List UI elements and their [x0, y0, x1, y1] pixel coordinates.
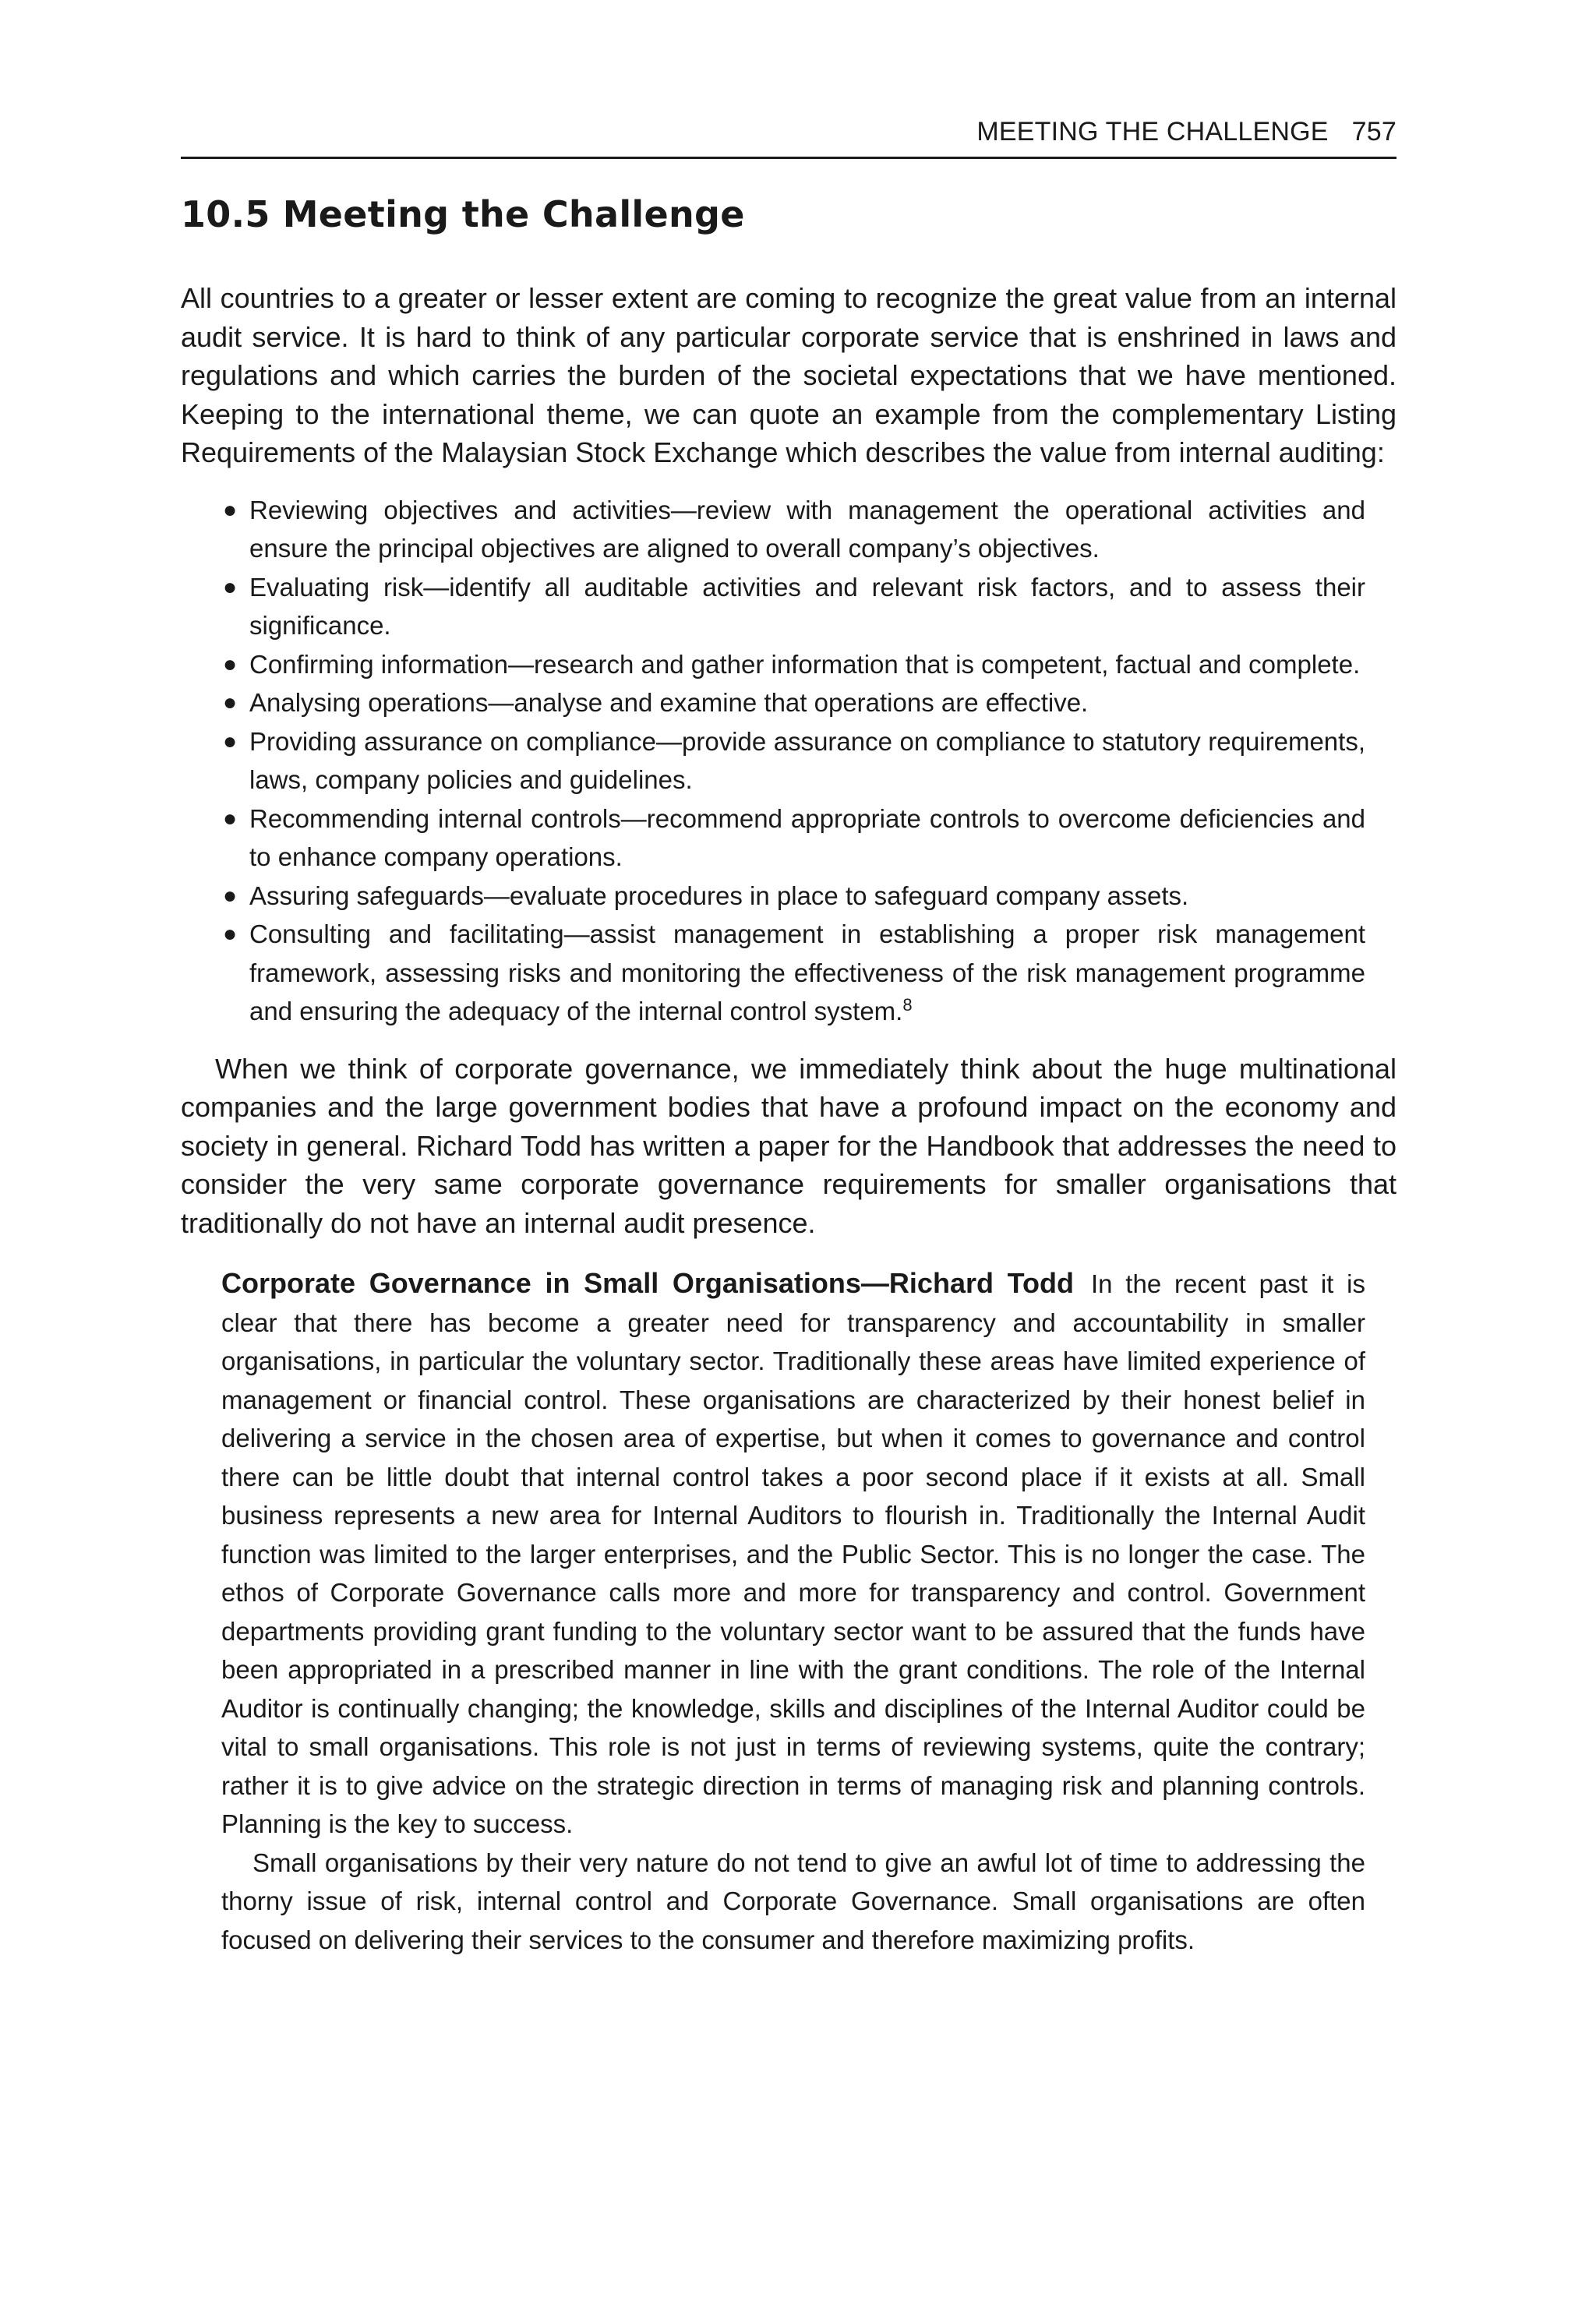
running-head-title: MEETING THE CHALLENGE: [976, 117, 1329, 146]
bullet-dot-icon: ●: [223, 805, 238, 831]
extract-paragraph-2: Small organisations by their very nature do not tend to give an awful lot of time to addressing the thorny issue of risk, internal control and Corporate Governance. Small organisations are often focused on delivering their services to the consumer and therefore maximizing profits.: [221, 1848, 1365, 1954]
page-number: 757: [1351, 117, 1396, 146]
bullet-item: ● Assuring safeguards—evaluate procedures in place to safeguard company assets.: [221, 877, 1365, 916]
bullet-dot-icon: ●: [223, 496, 238, 523]
extract-heading: Corporate Governance in Small Organisations—Richard Todd: [221, 1267, 1074, 1299]
bullet-dot-icon: ●: [223, 574, 238, 600]
extract-paragraph-1: Corporate Governance in Small Organisations—Richard Todd In the recent past it is clear that there has become a greater need for transparency and accountability in smaller organisations, in particular the voluntary sector. Traditionally these areas have limited experience of management or financial control. These organisations are characterized by their honest belief in delivering a service in the chosen area of expertise, but when it comes to governance and control there can be little doubt that internal control takes a poor second place if it exists at all. Small business represents a new area for Internal Auditors to flourish in. Traditionally the Internal Audit function was limited to the larger enterprises, and the Public Sector. This is no longer the case. The ethos of Corporate Governance calls more and more for transparency and control. Government departments providing grant funding to the voluntary sector want to be assured that the funds have been appropriated in a prescribed manner in line with the grant conditions. The role of the Internal Auditor is continually changing; the knowledge, skills and disciplines of the Internal Auditor could be vital to small organisations. This role is not just in terms of reviewing systems, quite the contrary; rather it is to give advice on the strategic direction in terms of managing risk and planning controls. Planning is the key to success.: [221, 1267, 1365, 1838]
section-number: 10.5: [181, 193, 270, 235]
bullet-item: ● Evaluating risk—identify all auditable activities and relevant risk factors, and to assess their significance.: [221, 568, 1365, 645]
intro-paragraph: All countries to a greater or lesser extent are coming to recognize the great value from an internal audit service. It is hard to think of any particular corporate service that is enshrined in laws and regulations and which carries the burden of the societal expectations that we have mentioned. Keeping to the international theme, we can quote an example from the complementary Listing Requirements of the Malaysian Stock Exchange which describes the value from internal auditing:: [181, 282, 1396, 468]
bullet-dot-icon: ●: [223, 651, 238, 677]
bullet-dot-icon: ●: [223, 690, 238, 715]
running-head: [181, 117, 1396, 159]
bullet-item: ● Confirming information—research and gather information that is competent, factual and complete.: [221, 645, 1365, 684]
bullet-dot-icon: ●: [223, 882, 238, 909]
extract-block: [221, 1264, 1365, 1959]
document-page: [181, 117, 1396, 1959]
section-heading: [181, 193, 1396, 235]
section-title: Meeting the Challenge: [282, 193, 745, 235]
bullet-item: ● Reviewing objectives and activities—review with management the operational activities and ensure the principal objectives are aligned to overall company’s objectives.: [221, 491, 1365, 568]
bullet-item: ● Recommending internal controls—recommend appropriate controls to overcome deficiencies and to enhance company operations.: [221, 799, 1365, 877]
footnote-marker: 8: [902, 995, 913, 1015]
bullet-item: ● Analysing operations—analyse and examine that operations are effective.: [221, 683, 1365, 722]
bullet-dot-icon: ●: [223, 921, 238, 947]
second-paragraph: When we think of corporate governance, we immediately think about the huge multinational companies and the large government bodies that have a profound impact on the economy and society in general. Richard Todd has written a paper for the Handbook that addresses the need to consider the very same corporate governance requirements for smaller organisations that traditionally do not have an internal audit presence.: [181, 1052, 1396, 1239]
bullet-dot-icon: ●: [223, 728, 238, 754]
value-bullet-list: [221, 491, 1365, 1031]
bullet-item: ● Consulting and facilitating—assist management in establishing a proper risk management framework, assessing risks and monitoring the effectiveness of the risk management programme and ensuring the adequacy of the internal control system.$^8$: [221, 915, 1365, 1031]
bullet-item: ● Providing assurance on compliance—provide assurance on compliance to statutory requirements, laws, company policies and guidelines.: [221, 722, 1365, 799]
